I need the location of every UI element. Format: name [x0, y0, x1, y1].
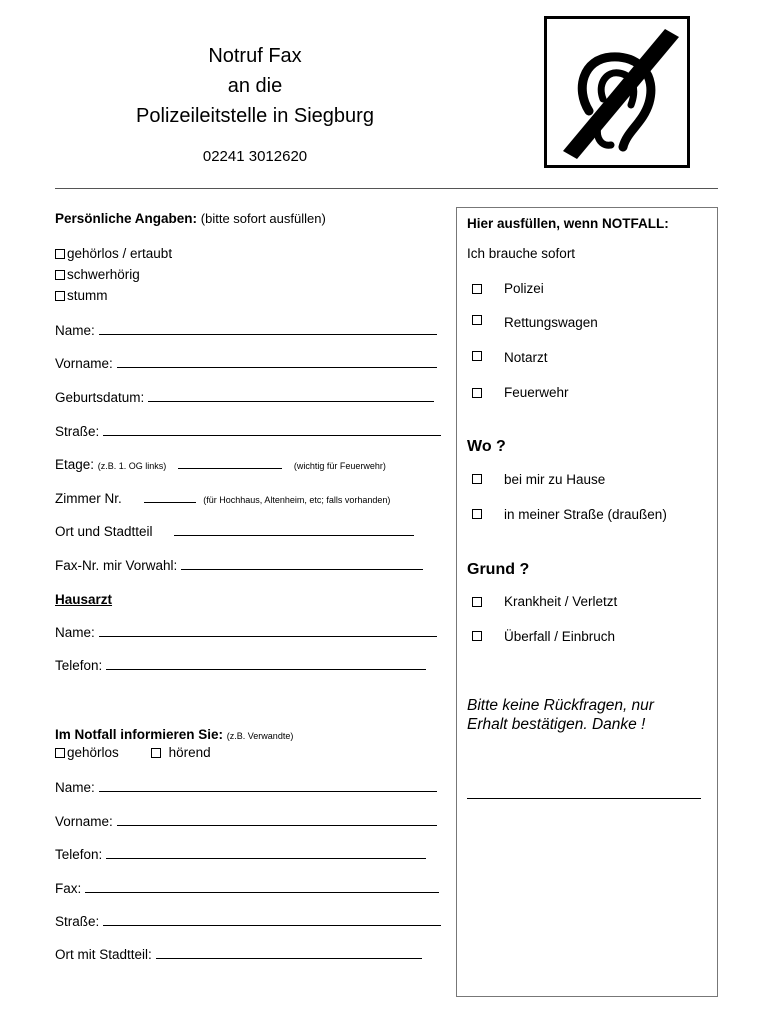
contact-heading-label: Im Notfall informieren Sie:	[55, 727, 224, 742]
contact-city-field[interactable]	[156, 946, 422, 959]
floor-field[interactable]	[178, 456, 282, 469]
doctor-name-label: Name:	[55, 625, 95, 640]
contact-fax-field[interactable]	[85, 880, 439, 893]
checkbox-mute-label: stumm	[67, 288, 108, 303]
checkbox-row-mute[interactable]	[55, 288, 108, 303]
contact-name-field[interactable]	[99, 779, 437, 792]
title-line-1: Notruf Fax	[208, 45, 302, 67]
contact-phone-row	[55, 846, 426, 862]
street-label: Straße:	[55, 424, 100, 439]
contact-fax-label: Fax:	[55, 881, 82, 896]
birthdate-label: Geburtsdatum:	[55, 390, 145, 405]
contact-street-field[interactable]	[103, 913, 441, 926]
checkbox-in-street[interactable]	[472, 509, 482, 519]
checkbox-illness[interactable]	[472, 597, 482, 607]
contact-checkbox-row	[55, 745, 211, 760]
contact-city-label: Ort mit Stadtteil:	[55, 947, 152, 962]
doctor-name-field[interactable]	[99, 624, 437, 637]
contact-city-row	[55, 946, 422, 962]
checkbox-assault[interactable]	[472, 631, 482, 641]
fax-number: 02241 3012620	[202, 148, 308, 165]
header-divider	[55, 188, 718, 189]
firstname-row	[55, 355, 437, 371]
contact-phone-field[interactable]	[106, 846, 426, 859]
contact-heading-note: (z.B. Verwandte)	[226, 731, 294, 741]
contact-phone-label: Telefon:	[55, 847, 103, 862]
option-police-label: Polizei	[504, 281, 544, 296]
contact-firstname-field[interactable]	[117, 813, 437, 826]
fax-field[interactable]	[181, 557, 423, 570]
contact-name-row	[55, 779, 437, 795]
contact-fax-row	[55, 880, 439, 896]
checkbox-doctor[interactable]	[472, 351, 482, 361]
title-line-3: Polizeileitstelle in Siegburg	[136, 105, 374, 127]
checkbox-fire[interactable]	[472, 388, 482, 398]
city-field[interactable]	[174, 523, 414, 536]
personal-heading-note: (bitte sofort ausfüllen)	[200, 211, 326, 226]
need-label: Ich brauche sofort	[467, 246, 576, 261]
checkbox-row-hard-of-hearing[interactable]	[55, 267, 140, 282]
option-illness-label: Krankheit / Verletzt	[504, 594, 618, 609]
checkbox-deaf[interactable]	[55, 249, 65, 259]
personal-heading	[55, 211, 326, 226]
deaf-logo	[544, 16, 690, 168]
checkbox-contact-deaf-label: gehörlos	[67, 745, 119, 760]
checkbox-row-deaf[interactable]	[55, 246, 172, 261]
room-row	[55, 490, 390, 506]
checkbox-police[interactable]	[472, 284, 482, 294]
city-row	[55, 523, 414, 539]
deaf-crossed-ear-icon	[547, 19, 687, 165]
where-heading: Wo ?	[467, 438, 506, 455]
city-label: Ort und Stadtteil	[55, 524, 153, 539]
floor-example: (z.B. 1. OG links)	[97, 461, 167, 471]
doctor-phone-field[interactable]	[106, 657, 426, 670]
checkbox-contact-hearing-label: hörend	[168, 745, 211, 760]
firstname-field[interactable]	[117, 355, 437, 368]
reason-heading: Grund ?	[467, 561, 530, 578]
street-field[interactable]	[103, 423, 441, 436]
option-in-street-label: in meiner Straße (draußen)	[504, 507, 667, 522]
birthdate-row	[55, 389, 434, 405]
birthdate-field[interactable]	[148, 389, 434, 402]
personal-heading-label: Persönliche Angaben:	[55, 211, 198, 226]
contact-firstname-label: Vorname:	[55, 814, 113, 829]
note-line-1: Bitte keine Rückfragen, nur	[467, 697, 654, 714]
checkbox-at-home[interactable]	[472, 474, 482, 484]
firstname-label: Vorname:	[55, 356, 113, 371]
room-note: (für Hochhaus, Altenheim, etc; falls vorhanden)	[203, 495, 391, 505]
checkbox-hard-of-hearing[interactable]	[55, 270, 65, 280]
street-row	[55, 423, 441, 439]
signature-line[interactable]	[467, 798, 701, 799]
checkbox-deaf-label: gehörlos / ertaubt	[67, 246, 173, 261]
checkbox-hard-of-hearing-label: schwerhörig	[67, 267, 140, 282]
room-label: Zimmer Nr.	[55, 491, 122, 506]
name-field[interactable]	[99, 322, 437, 335]
note-line-2: Erhalt bestätigen. Danke !	[467, 716, 646, 733]
contact-heading	[55, 727, 293, 742]
option-fire-label: Feuerwehr	[504, 385, 569, 400]
contact-name-label: Name:	[55, 780, 95, 795]
room-field[interactable]	[144, 490, 196, 503]
floor-label: Etage:	[55, 457, 95, 472]
emergency-heading: Hier ausfüllen, wenn NOTFALL:	[467, 216, 669, 231]
option-ambulance-label: Rettungswagen	[504, 315, 598, 330]
checkbox-ambulance[interactable]	[472, 315, 482, 325]
doctor-phone-row	[55, 657, 426, 673]
title-line-2: an die	[227, 75, 283, 97]
contact-firstname-row	[55, 813, 437, 829]
checkbox-contact-deaf[interactable]	[55, 748, 65, 758]
option-at-home-label: bei mir zu Hause	[504, 472, 606, 487]
checkbox-contact-hearing[interactable]	[151, 748, 161, 758]
doctor-heading: Hausarzt	[55, 592, 113, 607]
fax-row	[55, 557, 423, 573]
contact-street-row	[55, 913, 441, 929]
floor-row	[55, 456, 386, 472]
name-label: Name:	[55, 323, 95, 338]
checkbox-mute[interactable]	[55, 291, 65, 301]
doctor-name-row	[55, 624, 437, 640]
floor-note: (wichtig für Feuerwehr)	[293, 461, 386, 471]
name-row	[55, 322, 437, 338]
doctor-phone-label: Telefon:	[55, 658, 103, 673]
option-doctor-label: Notarzt	[504, 350, 548, 365]
contact-street-label: Straße:	[55, 914, 100, 929]
fax-label: Fax-Nr. mir Vorwahl:	[55, 558, 178, 573]
option-assault-label: Überfall / Einbruch	[504, 629, 616, 644]
